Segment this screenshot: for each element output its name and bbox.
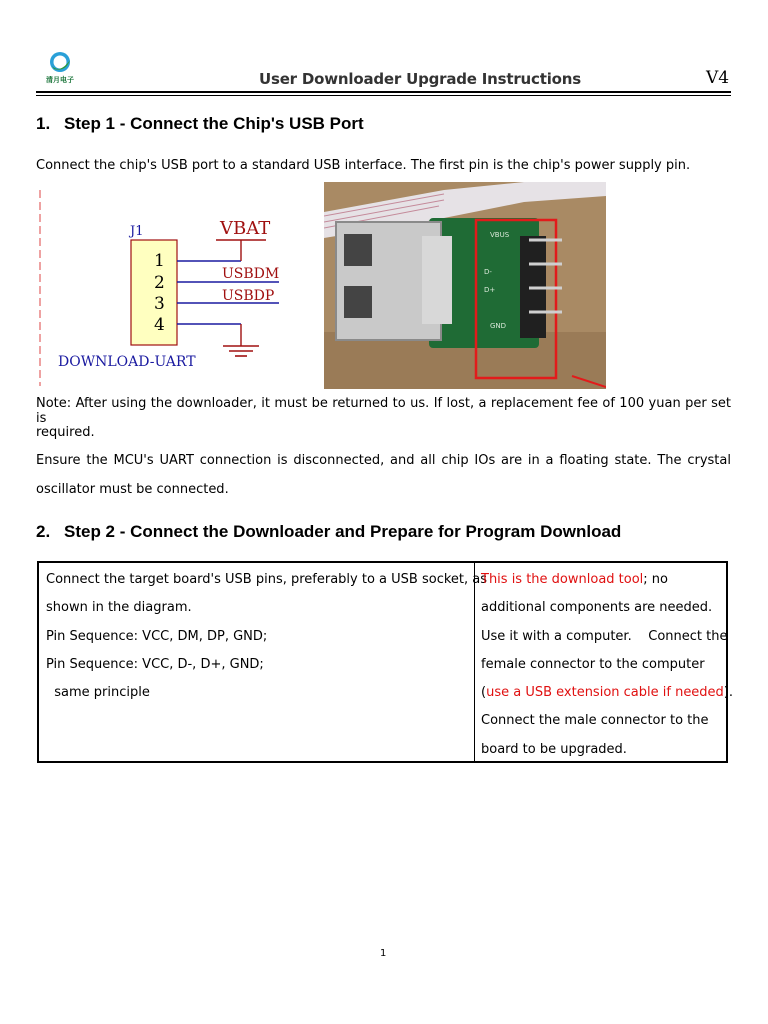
logo-text: 清月电子: [46, 76, 74, 84]
page-number: 1: [380, 948, 387, 959]
right-line-3: Use it with a computer. Connect the: [481, 628, 728, 644]
header-divider-thin: [36, 95, 731, 96]
left-line-1: Connect the target board's USB pins, preferably to a USB socket, as: [46, 572, 488, 587]
right-line-2: additional components are needed.: [481, 600, 713, 616]
usb-schematic-diagram: [36, 186, 318, 388]
silk-dm: D-: [484, 268, 492, 276]
left-line-4: Pin Sequence: VCC, D-, D+, GND;: [46, 656, 264, 672]
silk-dp: D+: [484, 286, 496, 294]
usb-board-photo: [324, 182, 606, 389]
right-line-5: [481, 679, 734, 707]
right-line-1-rest: ; no: [643, 572, 669, 587]
left-line-2: shown in the diagram.: [46, 600, 192, 616]
left-line-5: same principle: [46, 685, 150, 701]
step1-heading: [36, 114, 364, 134]
socket-opening-bottom: [344, 286, 372, 318]
connector-ref: J1: [130, 224, 144, 239]
extension-cable-highlight: use a USB extension cable if needed: [486, 685, 724, 701]
socket-contacts: [422, 236, 452, 324]
ensure-line-2: oscillator must be connected.: [36, 482, 229, 497]
silk-vbus: VBUS: [490, 231, 510, 239]
silk-gnd: GND: [490, 322, 507, 330]
right-line-7: board to be upgraded.: [481, 741, 627, 757]
document-title: User Downloader Upgrade Instructions: [259, 70, 581, 88]
pin-1-label: 1: [154, 251, 165, 271]
header-divider: [36, 91, 731, 93]
paren-open: (: [481, 685, 487, 701]
download-tool-highlight: This is the download tool: [481, 572, 644, 587]
schematic-caption: DOWNLOAD-UART: [58, 354, 196, 370]
step2-heading: [36, 522, 621, 542]
table-column-divider: [474, 563, 475, 761]
table-cell-left: [46, 566, 488, 707]
step2-title: Step 2 - Connect the Downloader and Prepare for Program Download: [64, 522, 622, 541]
right-line-1: [481, 566, 726, 594]
usbdm-label: USBDM: [222, 266, 280, 282]
note-line-2: required.: [36, 425, 95, 440]
left-line-3: Pin Sequence: VCC, DM, DP, GND;: [46, 628, 268, 644]
table-cell-right: [481, 566, 734, 764]
pin-4-label: 4: [154, 315, 165, 335]
ensure-line-1: Ensure the MCU's UART connection is disconnected, and all chip IOs are in a floating state. The crystal: [36, 453, 731, 468]
note-line-1: Note: After using the downloader, it must be returned to us. If lost, a replacement fee of 100 yuan per set is: [36, 396, 731, 426]
step1-intro: Connect the chip's USB port to a standard USB interface. The first pin is the chip's power supply pin.: [36, 158, 691, 173]
step1-number: 1.: [36, 114, 51, 133]
right-line-6: Connect the male connector to the: [481, 713, 709, 729]
right-line-4: female connector to the computer: [481, 656, 705, 672]
vbat-label: VBAT: [220, 218, 271, 239]
version-label: V4: [706, 68, 730, 88]
socket-opening-top: [344, 234, 372, 266]
instructions-table: [37, 561, 734, 763]
usbdp-label: USBDP: [222, 288, 275, 304]
step2-number: 2.: [36, 522, 51, 541]
pin-3-label: 3: [154, 294, 165, 314]
paren-close: ).: [723, 685, 734, 701]
pin-2-label: 2: [154, 273, 165, 293]
step1-title: Step 1 - Connect the Chip's USB Port: [64, 114, 364, 133]
